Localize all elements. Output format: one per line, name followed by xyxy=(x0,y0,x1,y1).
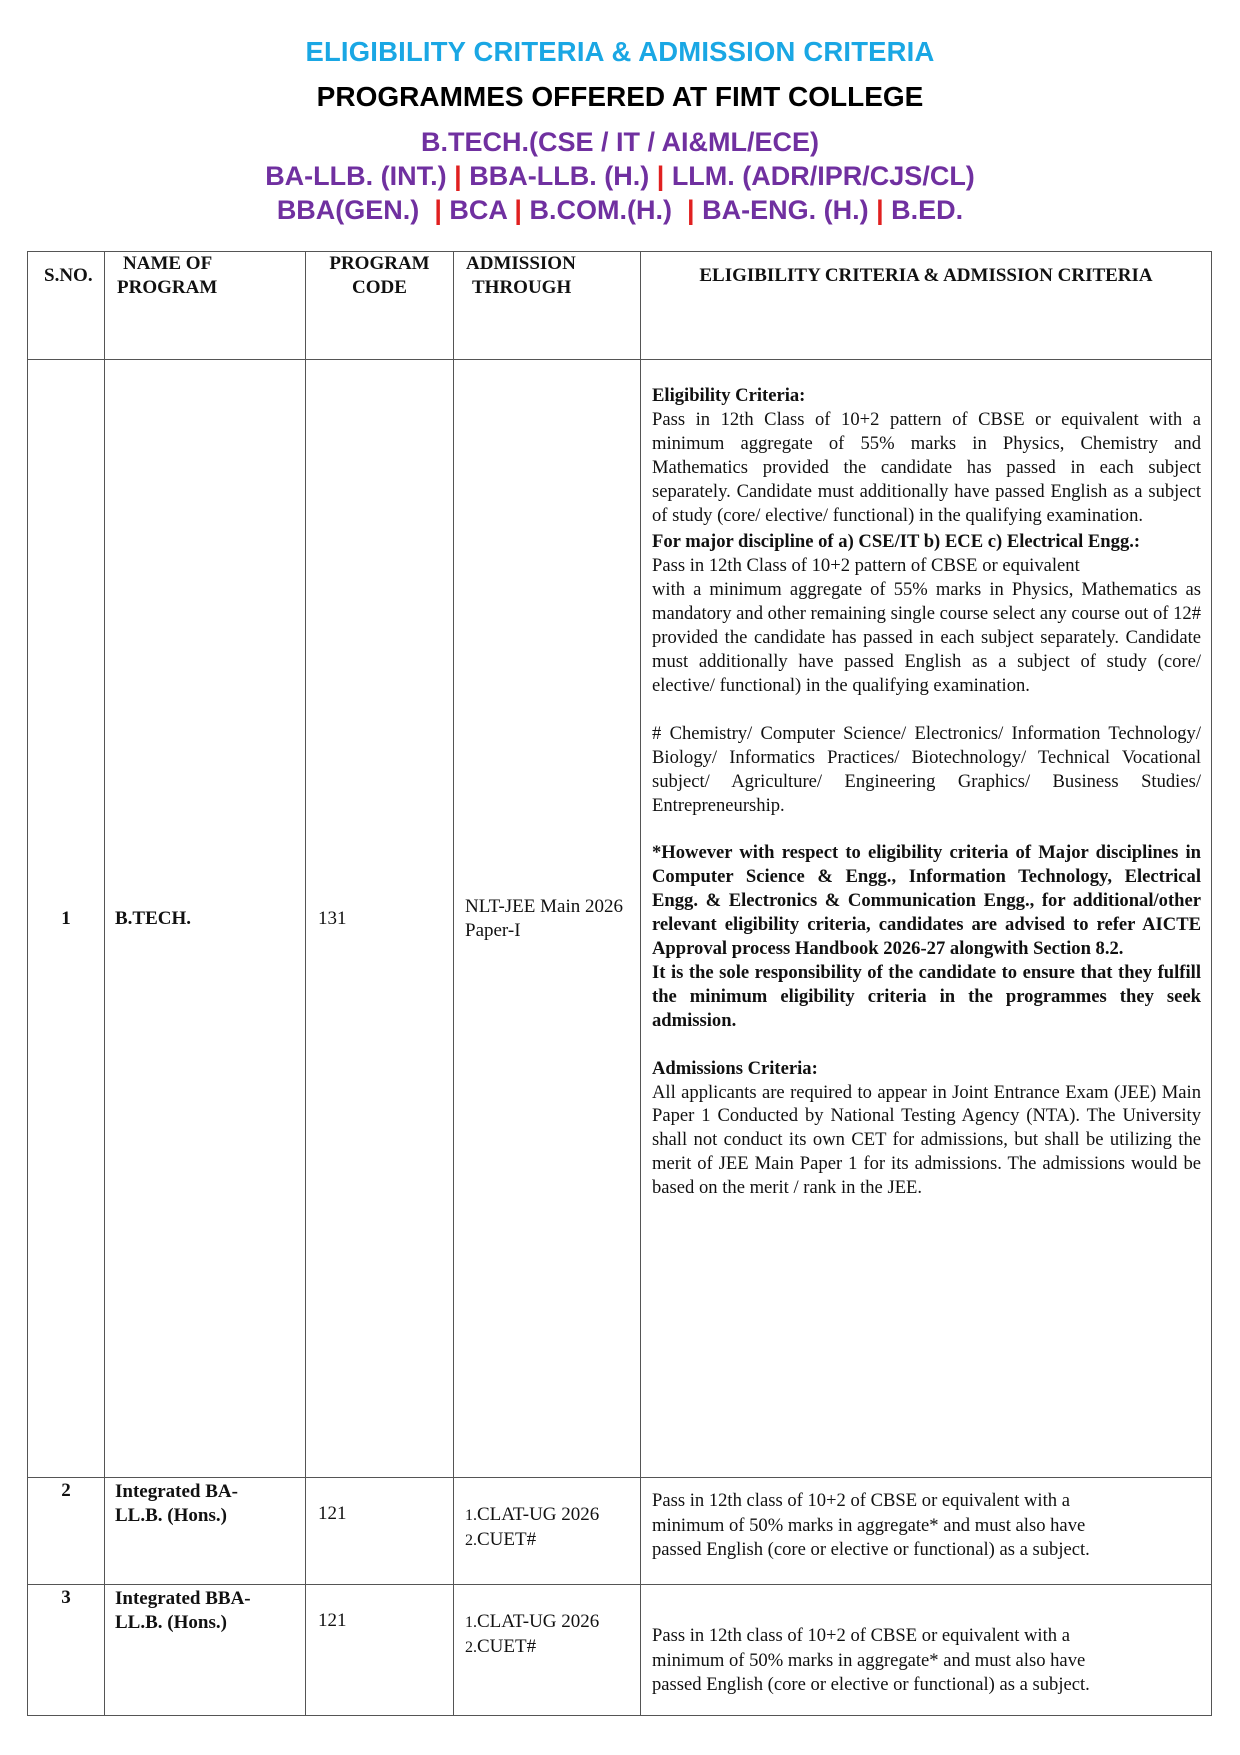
admission-item: 2.CUET# xyxy=(465,1636,537,1657)
row-admission-through xyxy=(454,1478,641,1585)
row-criteria xyxy=(641,1585,1212,1716)
criteria-line: Pass in 12th class of 10+2 of CBSE or equivalent with a xyxy=(652,1625,1070,1646)
table-row xyxy=(28,360,1212,1478)
row-criteria xyxy=(641,1478,1212,1585)
program-bcom: B.COM.(H.) xyxy=(529,195,672,225)
separator: | xyxy=(514,195,522,225)
admission-paper: Paper-I xyxy=(465,919,521,941)
program-ba-llb: BA-LLB. (INT.) xyxy=(265,161,447,191)
header-admission-through xyxy=(454,252,641,360)
criteria-line: passed English (core or elective or functional) as a subject. xyxy=(652,1674,1090,1695)
program-name-line-1: Integrated BBA- xyxy=(115,1588,251,1609)
programs-table xyxy=(27,251,1212,1716)
criteria-line: passed English (core or elective or functional) as a subject. xyxy=(652,1539,1090,1560)
major-discipline-heading: For major discipline of a) CSE/IT b) ECE c) Electrical Engg.: xyxy=(652,531,1141,553)
separator: | xyxy=(656,161,665,191)
subjects-note: # Chemistry/ Computer Science/ Electronics/ Information Technology/ Biology/ Informatics Practices/ Biotechnology/ Technical Vocational subject/ Agriculture/ Engineering Graphics/ Business Studies/ Entrepreneurship. xyxy=(652,722,1201,816)
however-note: *However with respect to eligibility criteria of Major disciplines in Computer Science & Engg., Information Technology, Electrical Engg. & Electronics & Communication Engg., for additional/other relevant eligibility criteria, candidates are advised to refer AICTE Approval process Handbook 2026-27 alongwith Section 8.2. xyxy=(652,842,1201,960)
header-adm-line-1: ADMISSION xyxy=(466,253,576,274)
header-name-line-2: PROGRAM xyxy=(117,277,218,298)
header-program-name xyxy=(105,252,306,360)
program-bba: BBA(GEN.) xyxy=(276,195,420,225)
row-admission-through xyxy=(454,1585,641,1716)
criteria-line: minimum of 50% marks in aggregate* and must also have xyxy=(652,1514,1086,1536)
program-name-line-1: Integrated BA- xyxy=(115,1481,238,1502)
header-sno: S.NO. xyxy=(28,252,105,360)
program-name-line-2: LL.B. (Hons.) xyxy=(115,1612,227,1633)
admissions-criteria-text: All applicants are required to appear in Joint Entrance Exam (JEE) Main Paper 1 Conducted by National Testing Agency (NTA). The University shall not conduct its own CET for admissions, but shall be utilizing the merit of JEE Main Paper 1 for its admissions. The admissions would be based on the merit / rank in the JEE. xyxy=(652,1081,1201,1199)
program-line-2 xyxy=(0,161,1240,192)
separator: | xyxy=(434,195,442,225)
eligibility-heading: Eligibility Criteria: xyxy=(652,385,806,406)
criteria-line: minimum of 50% marks in aggregate* and must also have xyxy=(652,1649,1086,1671)
admissions-criteria-heading: Admissions Criteria: xyxy=(652,1057,818,1079)
row-sno: 2 xyxy=(28,1478,105,1585)
program-name-line-2: LL.B. (Hons.) xyxy=(115,1505,227,1526)
program-bba-llb: BBA-LLB. (H.) xyxy=(469,161,650,191)
program-ba-eng: BA-ENG. (H.) xyxy=(702,195,869,225)
header-criteria: ELIGIBILITY CRITERIA & ADMISSION CRITERIA xyxy=(641,252,1212,360)
table-row xyxy=(28,1585,1212,1716)
row-program-code: 121 xyxy=(306,1478,454,1585)
row-program-code: 131 xyxy=(306,360,454,1478)
separator: | xyxy=(876,195,884,225)
major-discipline-text-1: Pass in 12th Class of 10+2 pattern of CBSE or equivalent xyxy=(652,555,1080,577)
table-header-row xyxy=(28,252,1212,360)
row-program-name xyxy=(105,1585,306,1716)
separator: | xyxy=(454,161,462,191)
row-sno: 1 xyxy=(28,360,105,1478)
header-program-code xyxy=(306,252,454,360)
eligibility-text: Pass in 12th Class of 10+2 pattern of CBSE or equivalent with a minimum aggregate of 55% marks in Physics, Chemistry and Mathematics provided the candidate has passed in each subject separately. Candidate must additionally have passed English as a subject of study (core/ elective/ functional) in the qualifying examination. xyxy=(652,408,1201,526)
major-discipline-text-2: with a minimum aggregate of 55% marks in Physics, Mathematics as mandatory and other remaining single course select any course out of 12# provided the candidate has passed in each subject separately. Candidate must additionally have passed English as a subject of study (core/ elective/ functional) in the qualifying examination. xyxy=(652,579,1201,696)
program-line-3 xyxy=(0,195,1240,226)
criteria-line: Pass in 12th class of 10+2 of CBSE or equivalent with a xyxy=(652,1490,1070,1511)
table-row xyxy=(28,1478,1212,1585)
row-program-code: 121 xyxy=(306,1585,454,1716)
admission-item: 1.CLAT-UG 2026 xyxy=(465,1611,600,1632)
document-title: ELIGIBILITY CRITERIA & ADMISSION CRITERIA xyxy=(305,36,935,67)
row-program-name xyxy=(105,1478,306,1585)
responsibility-note: It is the sole responsibility of the candidate to ensure that they fulfill the minimum eligibility criteria in the programmes they seek admission. xyxy=(652,961,1201,1031)
admission-item: 1.CLAT-UG 2026 xyxy=(465,1504,600,1525)
document-subtitle: PROGRAMMES OFFERED AT FIMT COLLEGE xyxy=(316,81,924,112)
row-program-name: B.TECH. xyxy=(105,360,306,1478)
program-llm: LLM. (ADR/IPR/CJS/CL) xyxy=(671,161,975,191)
header-name-line-1: NAME OF xyxy=(123,253,213,274)
row-sno: 3 xyxy=(28,1585,105,1716)
program-line-1: B.TECH.(CSE / IT / AI&ML/ECE) xyxy=(421,127,819,157)
program-bed: B.ED. xyxy=(891,195,964,225)
header-code-line-1: PROGRAM xyxy=(329,253,430,274)
program-bca: BCA xyxy=(449,195,507,225)
header-code-line-2: CODE xyxy=(352,277,407,298)
admission-list xyxy=(465,1503,640,1553)
admission-list xyxy=(465,1610,640,1660)
header-adm-line-2: THROUGH xyxy=(472,277,572,298)
admission-item: 2.CUET# xyxy=(465,1529,537,1550)
separator: | xyxy=(687,195,695,225)
row-criteria xyxy=(641,360,1212,1478)
row-admission-through xyxy=(454,360,641,1478)
admission-exam: NLT-JEE Main 2026 xyxy=(465,895,623,917)
